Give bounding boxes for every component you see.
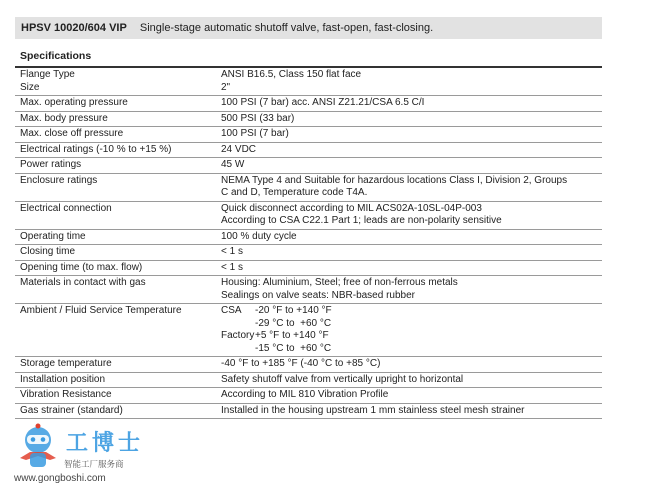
spec-value [215, 403, 602, 419]
spec-key-text: Electrical connection [20, 202, 112, 214]
spec-key [15, 403, 215, 419]
spec-value [215, 357, 602, 373]
spec-key [15, 372, 215, 388]
spec-key-text: Installation position [20, 373, 106, 385]
spec-value-line: 2" [221, 81, 231, 93]
temp-range: -29 °C to +60 °C [255, 317, 332, 329]
temp-standard-label [221, 343, 255, 356]
spec-value-line: < 1 s [221, 261, 243, 273]
spec-key [15, 388, 215, 404]
watermark-url: www.gongboshi.com [14, 473, 106, 484]
spec-row [15, 357, 602, 373]
spec-value [215, 127, 602, 143]
spec-key [15, 142, 215, 158]
spec-row [15, 142, 602, 158]
spec-value-line: < 1 s [221, 246, 243, 257]
spec-key [15, 245, 215, 261]
spec-key-text: Storage temperature [20, 358, 112, 369]
spec-value-line: 100 PSI (7 bar) acc. ANSI Z21.21/CSA 6.5 C/I [221, 97, 425, 108]
watermark [8, 420, 148, 492]
spec-key-text: Max. body pressure [20, 112, 108, 124]
spec-value-line: 24 VDC [221, 143, 257, 155]
robot-mascot-icon [10, 422, 66, 472]
temp-range: -15 °C to +60 °C [255, 342, 332, 354]
spec-key-text: Electrical ratings (-10 % to +15 %) [20, 143, 172, 155]
spec-value [215, 388, 602, 404]
spec-row-ambient [15, 304, 602, 357]
spec-row [15, 96, 602, 112]
spec-row [15, 403, 602, 419]
spec-key [15, 158, 215, 174]
spec-row [15, 201, 602, 229]
spec-value-line: According to CSA C22.1 Part 1; leads are non-polarity sensitive [221, 215, 502, 226]
spec-key-text: Flange Type [20, 69, 75, 80]
spec-key [15, 111, 215, 127]
product-header [15, 17, 602, 39]
spec-key [15, 67, 215, 96]
spec-value-line: 100 % duty cycle [221, 230, 297, 242]
spec-table [15, 66, 602, 419]
spec-value [215, 96, 602, 112]
spec-value [215, 304, 602, 357]
spec-key-text: Closing time [20, 246, 76, 257]
spec-value [215, 372, 602, 388]
temp-range: -20 °F to +140 °F [255, 305, 332, 316]
spec-key-text: Max. close off pressure [20, 128, 124, 139]
spec-value [215, 158, 602, 174]
spec-value-line: Safety shutoff valve from vertically upright to horizontal [221, 373, 464, 385]
spec-row [15, 245, 602, 261]
spec-value-line: C and D, Temperature code T4A. [221, 187, 368, 198]
spec-key-text: Opening time (to max. flow) [20, 261, 143, 273]
spec-key [15, 357, 215, 373]
spec-value-line: According to MIL 810 Vibration Profile [221, 389, 389, 400]
spec-row [15, 67, 602, 96]
spec-key [15, 229, 215, 245]
spec-value [215, 201, 602, 229]
spec-value [215, 260, 602, 276]
model-number: HPSV 10020/604 VIP [21, 22, 127, 34]
spec-row [15, 173, 602, 201]
spec-key-text: Vibration Resistance [20, 389, 112, 400]
spec-key [15, 173, 215, 201]
temp-standard-label [221, 318, 255, 331]
spec-value [215, 173, 602, 201]
spec-key [15, 96, 215, 112]
spec-value-line: Installed in the housing upstream 1 mm stainless steel mesh strainer [221, 404, 525, 416]
product-description: Single-stage automatic shutoff valve, fast-open, fast-closing. [139, 22, 434, 34]
spec-value [215, 276, 602, 304]
spec-value-line: Housing: Aluminium, Steel; free of non-ferrous metals [221, 277, 458, 288]
spec-key-text: Gas strainer (standard) [20, 404, 123, 416]
spec-row [15, 260, 602, 276]
spec-key [15, 127, 215, 143]
spec-key [15, 260, 215, 276]
spec-row [15, 229, 602, 245]
spec-key-text: Max. operating pressure [20, 97, 128, 108]
spec-key-text: Materials in contact with gas [20, 277, 146, 288]
spec-value-line: Quick disconnect according to MIL ACS02A-10SL-04P-003 [221, 202, 482, 214]
spec-row [15, 276, 602, 304]
spec-key-text: Operating time [20, 230, 86, 242]
spec-value-line: ANSI B16.5, Class 150 flat face [221, 69, 362, 80]
spec-value [215, 67, 602, 96]
spec-value [215, 111, 602, 127]
spec-value [215, 142, 602, 158]
spec-key-text: Size [20, 81, 40, 93]
spec-value [215, 245, 602, 261]
spec-value [215, 229, 602, 245]
spec-value-line: 500 PSI (33 bar) [221, 112, 295, 124]
spec-row [15, 388, 602, 404]
spec-value-line: 45 W [221, 159, 245, 170]
section-title: Specifications [20, 50, 92, 62]
temp-range: +5 °F to +140 °F [255, 330, 329, 341]
spec-key-text: Power ratings [20, 159, 82, 170]
temp-standard-label: Factory [221, 330, 255, 341]
spec-row [15, 158, 602, 174]
spec-value-line: NEMA Type 4 and Suitable for hazardous locations Class I, Division 2, Groups [221, 174, 568, 186]
spec-row [15, 111, 602, 127]
spec-value-line: Sealings on valve seats: NBR-based rubber [221, 289, 415, 301]
spec-key [15, 276, 215, 304]
spec-key: Ambient / Fluid Service Temperature [15, 304, 215, 357]
temp-standard-label: CSA [221, 305, 242, 316]
spec-row [15, 372, 602, 388]
spec-key [15, 201, 215, 229]
spec-key-text: Enclosure ratings [20, 174, 98, 186]
watermark-chinese: 工博士 [66, 430, 145, 455]
watermark-subtitle: 智能工厂服务商 [64, 459, 124, 469]
spec-value-line: 100 PSI (7 bar) [221, 128, 289, 139]
spec-row [15, 127, 602, 143]
spec-value-line: -40 °F to +185 °F (-40 °C to +85 °C) [221, 358, 381, 369]
